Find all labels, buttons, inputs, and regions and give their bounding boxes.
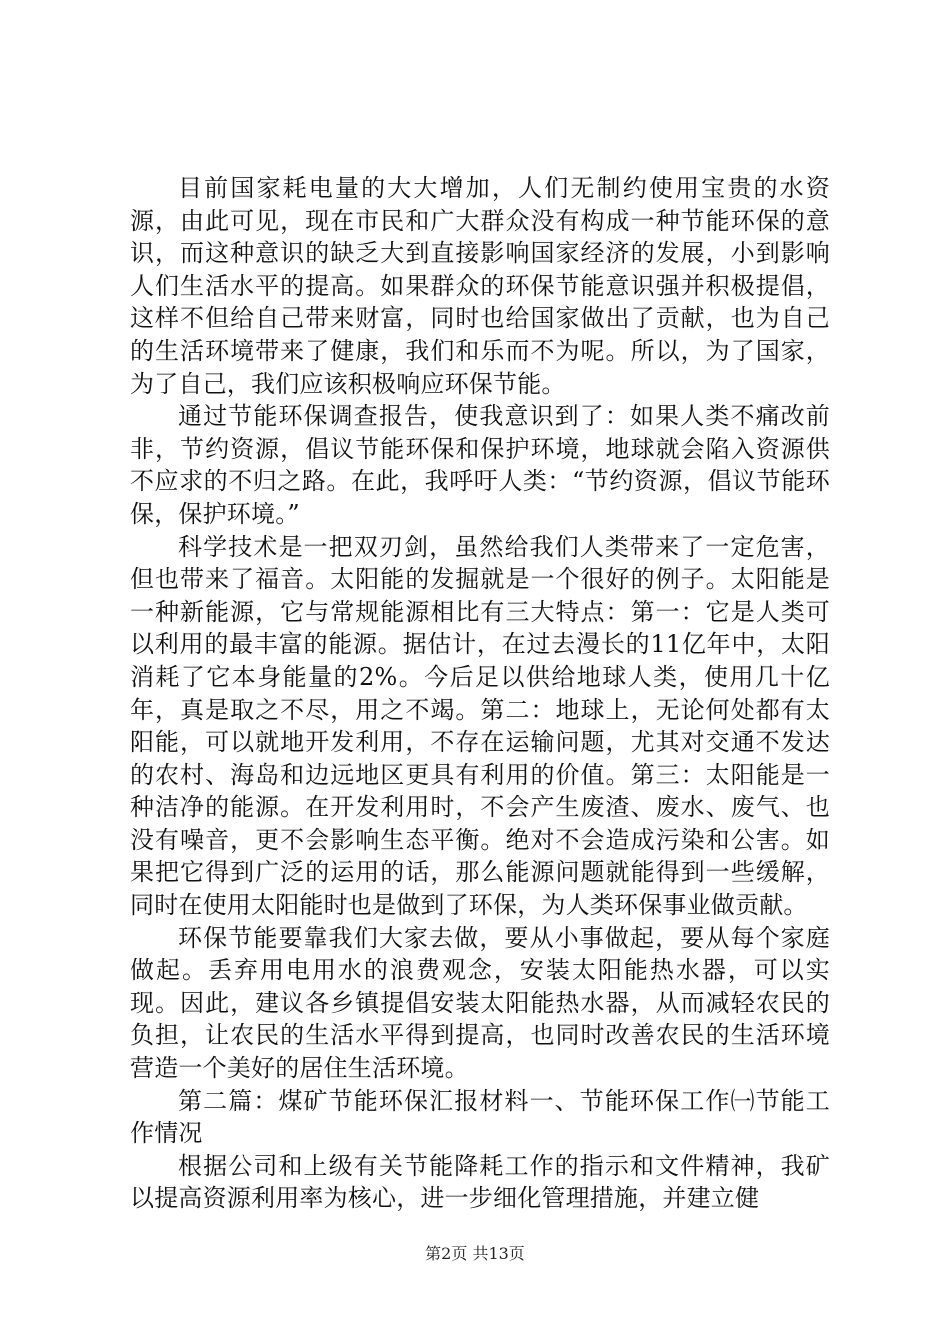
paragraph-survey-report: 通过节能环保调查报告，使我意识到了：如果人类不痛改前非，节约资源，倡议节能环保和保护环境，地球就会陷入资源供不应求的不归之路。在此，我呼吁人类：“节约资源，倡议节能环保，保护环境。” — [130, 402, 830, 528]
paragraph-solar-energy: 科学技术是一把双刃剑，虽然给我们人类带来了一定危害，但也带来了福音。太阳能的发掘就是一个很好的例子。太阳能是一种新能源，它与常规能源相比有三大特点：第一：它是人类可以利用的最丰富的能源。据估计，在过去漫长的11亿年中，太阳消耗了它本身能量的2%。今后足以供给地球人类，使用几十亿年，真是取之不尽，用之不竭。第二：地球上，无论何处都有太阳能，可以就地开发利用，不存在运输问题，尤其对交通不发达的农村、海岛和边远地区更具有利用的价值。第三：太阳能是一种洁净的能源。在开发利用时，不会产生废渣、废水、废气、也没有噪音，更不会影响生态平衡。绝对不会造成污染和公害。如果把它得到广泛的运用的话，那么能源问题就能得到一些缓解，同时在使用太阳能时也是做到了环保，为人类环保事业做贡献。 — [130, 532, 830, 920]
section-heading-part-two: 第二篇：煤矿节能环保汇报材料一、节能环保工作㈠节能工作情况 — [130, 1086, 830, 1148]
paragraph-household-action: 环保节能要靠我们大家去做，要从小事做起，要从每个家庭做起。丢弃用电用水的浪费观念，安装太阳能热水器，可以实现。因此，建议各乡镇提倡安装太阳能热水器，从而减轻农民的负担，让农民的生活水平得到提高，也同时改善农民的生活环境营造一个美好的居住生活环境。 — [130, 923, 830, 1083]
paragraph-company-guidance: 根据公司和上级有关节能降耗工作的指示和文件精神，我矿以提高资源利用率为核心，进一步细化管理措施，并建立健 — [130, 1151, 830, 1213]
page-number-footer: 第2页 共13页 — [425, 1244, 525, 1263]
document-body — [130, 172, 830, 1215]
paragraph-energy-awareness: 目前国家耗电量的大大增加，人们无制约使用宝贵的水资源，由此可见，现在市民和广大群众没有构成一种节能环保的意识，而这种意识的缺乏大到直接影响国家经济的发展，小到影响人们生活水平的提高。如果群众的环保节能意识强并积极提倡，这样不但给自己带来财富，同时也给国家做出了贡献，也为自己的生活环境带来了健康，我们和乐而不为呢。所以，为了国家，为了自己，我们应该积极响应环保节能。 — [130, 174, 830, 398]
